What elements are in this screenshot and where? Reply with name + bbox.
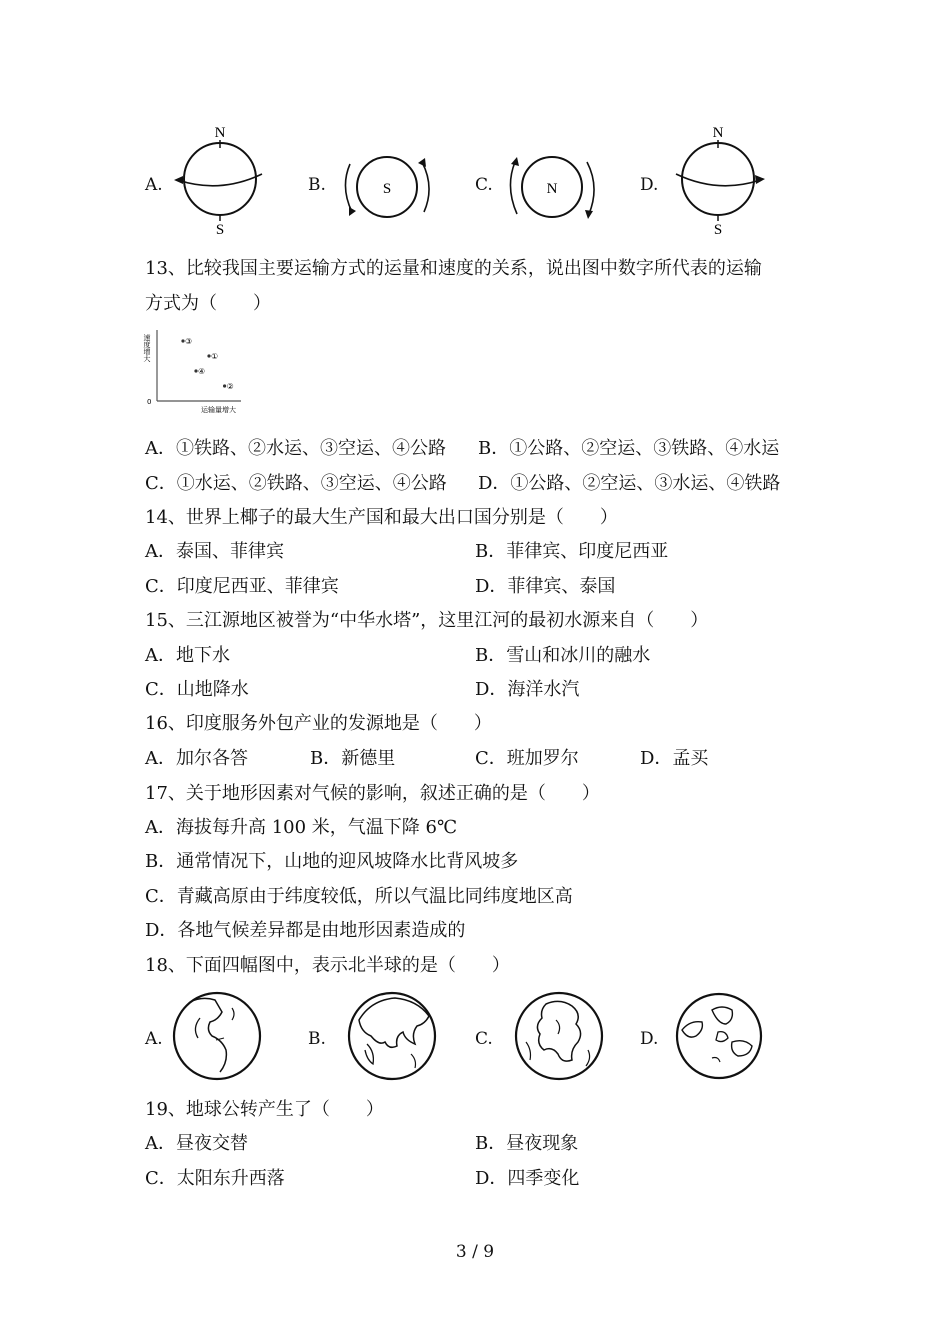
- q13-point-label-4: ②: [226, 382, 234, 391]
- q19-option-d: D．四季变化: [475, 1168, 580, 1189]
- q13-point-label-3: ④: [198, 367, 206, 376]
- q18-option-d-label: D.: [640, 1029, 659, 1049]
- q15-option-c: C．山地降水: [145, 679, 249, 700]
- q12-figure-c: [505, 152, 600, 222]
- q19-stem: 19、地球公转产生了（ ）: [145, 1099, 384, 1120]
- q17-stem: 17、关于地形因素对气候的影响，叙述正确的是（ ）: [145, 783, 600, 804]
- q18-globe-d: [672, 990, 767, 1082]
- q16-option-a: A．加尔各答: [145, 748, 248, 769]
- q18-globe-b: [345, 990, 440, 1082]
- q12-option-a-label: A.: [145, 175, 163, 195]
- q13-stem-line1: 13、比较我国主要运输方式的运量和速度的关系，说出图中数字所代表的运输: [145, 258, 762, 279]
- q12-d-north: N: [712, 125, 724, 141]
- q12-figure-d: [668, 122, 768, 237]
- q12-option-d-label: D.: [640, 175, 659, 195]
- q15-option-d: D．海洋水汽: [475, 679, 580, 700]
- q12-option-c-label: C.: [475, 175, 493, 195]
- q13-stem-line2: 方式为（ ）: [145, 293, 271, 314]
- q13-point-label-1: ③: [185, 337, 193, 346]
- q19-option-b: B．昼夜现象: [475, 1133, 579, 1154]
- q12-c-center: N: [546, 181, 558, 197]
- q13-option-a: A．①铁路、②水运、③空运、④公路: [145, 438, 446, 459]
- q12-option-b-label: B.: [308, 175, 326, 195]
- q18-globe-a: [170, 990, 265, 1082]
- q16-option-d: D．孟买: [640, 748, 709, 769]
- q12-a-south: S: [215, 222, 225, 237]
- q13-ylabel: 速度增大: [143, 334, 151, 362]
- q19-option-a: A．昼夜交替: [145, 1133, 248, 1154]
- q15-option-b: B．雪山和冰川的融水: [475, 645, 651, 666]
- q18-option-a-label: A.: [145, 1029, 163, 1049]
- q16-option-c: C．班加罗尔: [475, 748, 579, 769]
- q18-globe-c: [512, 990, 607, 1082]
- q15-stem: 15、三江源地区被誉为“中华水塔”，这里江河的最初水源来自（ ）: [145, 610, 709, 631]
- q17-option-b: B．通常情况下，山地的迎风坡降水比背风坡多: [145, 851, 519, 872]
- q16-option-b: B．新德里: [310, 748, 396, 769]
- q12-d-south: S: [713, 222, 723, 237]
- q17-option-c: C．青藏高原由于纬度较低，所以气温比同纬度地区高: [145, 886, 573, 907]
- q14-option-c: C．印度尼西亚、菲律宾: [145, 576, 339, 597]
- q13-option-c: C．①水运、②铁路、③空运、④公路: [145, 473, 447, 494]
- q12-b-center: S: [382, 181, 392, 197]
- q12-a-north: N: [214, 125, 226, 141]
- q17-option-a: A．海拔每升高 100 米，气温下降 6℃: [145, 817, 458, 838]
- q16-stem: 16、印度服务外包产业的发源地是（ ）: [145, 713, 492, 734]
- q12-figure-a: [170, 122, 270, 237]
- q12-figure-b: [340, 152, 435, 222]
- q13-option-d: D．①公路、②空运、③水运、④铁路: [478, 473, 781, 494]
- q19-option-c: C．太阳东升西落: [145, 1168, 285, 1189]
- q14-option-a: A．泰国、菲律宾: [145, 541, 284, 562]
- q15-option-a: A．地下水: [145, 645, 230, 666]
- q13-option-b: B．①公路、②空运、③铁路、④水运: [478, 438, 780, 459]
- q17-option-d: D．各地气候差异都是由地形因素造成的: [145, 920, 466, 941]
- q14-stem: 14、世界上椰子的最大生产国和最大出口国分别是（ ）: [145, 507, 618, 528]
- q14-option-b: B．菲律宾、印度尼西亚: [475, 541, 669, 562]
- q18-option-c-label: C.: [475, 1029, 493, 1049]
- q13-origin: 0: [147, 398, 152, 406]
- q18-stem: 18、下面四幅图中，表示北半球的是（ ）: [145, 955, 510, 976]
- q18-option-b-label: B.: [308, 1029, 326, 1049]
- q14-option-d: D．菲律宾、泰国: [475, 576, 616, 597]
- q13-point-label-2: ①: [211, 352, 219, 361]
- q13-chart: [143, 326, 243, 416]
- q13-xlabel: 运输量增大: [201, 406, 236, 414]
- page-number: 3 / 9: [455, 1242, 495, 1262]
